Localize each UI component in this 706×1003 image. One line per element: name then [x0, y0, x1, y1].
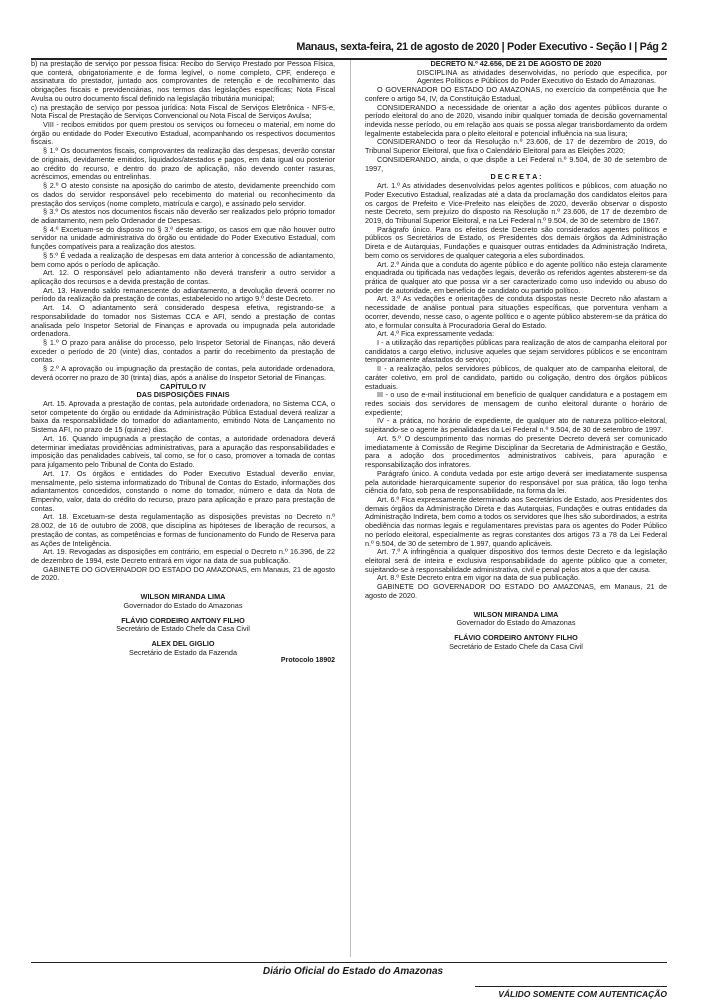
paragraph: § 4.º Excetuam-se do disposto no § 3.º deste artigo, os casos em que não houver outro servidor na unidade administrativa do órgão ou entidade do Poder Executivo Estadual, com funções compatíveis para a realização dos atestos. [31, 224, 335, 252]
decree-ementa: DISCIPLINA as atividades desenvolvidas, no período que especifica, por Agentes Políticos e Públicos do Poder Executivo do Estado do Amazonas. [417, 67, 667, 86]
paragraph: O GOVERNADOR DO ESTADO DO AMAZONAS, no exercício da competência que lhe confere o artigo 54, IV, da Constituição Estadual, [365, 85, 667, 103]
paragraph: § 1.º O prazo para análise do processo, pelo Inspetor Setorial de Finanças, não deverá exceder o período de 20 (vinte) dias, contados a partir do recebimento da prestação de contas. [31, 338, 335, 365]
signature-block [31, 617, 335, 634]
paragraph: Art. 16. Quando impugnada a prestação de contas, a autoridade ordenadora deverá determinar imediatas providências administrativas, para a apuração das responsabilidades e imposição das penalidades cabíveis, tal como, se for o caso, promover a tomada de contas para julgamento pelo Tribunal de Conta do Estado. [31, 433, 335, 470]
signer-name: WILSON MIRANDA LIMA [473, 609, 559, 619]
signer-role: Governador do Estado do Amazonas [456, 618, 576, 628]
paragraph: Art. 12. O responsável pelo adiantamento não deverá transferir a outro servidor a aplicação dos recursos e a devida prestação de contas. [31, 268, 335, 286]
auth-rule [475, 986, 667, 987]
closing-paragraph: GABINETE DO GOVERNADOR DO ESTADO DO AMAZONAS, em Manaus, 21 de agosto de 2020. [31, 564, 335, 583]
footer-rule [31, 962, 667, 963]
paragraph: Art. 3.º As vedações e orientações de conduta dispostas neste Decreto não afastam a necessidade de análise pontual para situações específicas, que porventura venham a ocorrer, devendo, nesse caso, o agente político e o agente público absterem-se da prática do ato, e formular consulta à Procuradoria Geral do Estado. [365, 294, 667, 330]
paragraph: Art. 4.º Fica expressamente vedada: [377, 329, 495, 339]
signer-role: Secretário de Estado da Fazenda [128, 647, 237, 657]
left-column [31, 60, 335, 666]
paragraph: IV - a prática, no horário de expediente, de qualquer ato de natureza político-eleitoral, sujeitando-se o agente às penalidades da Lei Federal n.º 9.504, de 30 de setembro de 1997. [365, 416, 667, 435]
paragraph: Parágrafo único. Para os efeitos deste Decreto são considerados agentes políticos e públicos os Secretários de Estado, os Presidentes dos demais órgãos da Administração Direta e de Autarquias, Fundações e quaisquer outras entidades da Administração Indireta, bem como os servidores de qualquer categoria a eles subordinados. [365, 224, 667, 260]
paragraph: Parágrafo único. A conduta vedada por este artigo deverá ser imediatamente suspensa pela autoridade hierarquicamente superior do responsável por sua prática, tão logo tenha ciência do fato, sob pena de responsabilidade, na forma da lei. [365, 468, 667, 496]
paragraph: § 1.º Os documentos fiscais, comprovantes da realização das despesas, deverão constar de originais, devidamente emitidos, liquidados/atestados e pagos, em data igual ou posterior ao crédito do recurso, e dentro do prazo de aplicação, não devendo conter rasuras, acréscimos, emendas ou entrelinhas. [31, 146, 335, 182]
paragraph: Art. 6.º Fica expressamente determinado aos Secretários de Estado, aos Presidentes dos demais órgãos da Administração Direta e das Autarquias, Fundações e outras entidades da Administração Indireta, bem como a todos os servidores que lhes são subordinados, a estrita obediência das normas legais e regulamentares previstas para os agentes do Poder Público no período eleitoral, especialmente as regras constantes dos artigos 73 a 78 da Lei Federal n.º 9.504, de 30 de setembro de 1.997, quando aplicáveis. [365, 494, 667, 548]
paragraph: Art. 13. Havendo saldo remanescente do adiantamento, a devolução deverá ocorrer no período da realização da prestação de contas, estabelecido no artigo 9.º deste Decreto. [31, 285, 335, 304]
column-divider [350, 60, 351, 957]
paragraph: III - o uso de e-mail institucional em benefício de qualquer candidatura e a postagem em redes sociais dos servidores de mensagem de cunho eleitoral durante o horário de expediente; [365, 390, 667, 417]
paragraph: § 3.º Os atestos nos documentos fiscais não deverão ser realizados pelo próprio tomador de adiantamento, nem pelo Ordenador de Despesas. [31, 207, 335, 225]
footer-title: Diário Oficial do Estado do Amazonas [262, 966, 444, 977]
paragraph: CONSIDERANDO a necessidade de orientar a ação dos agentes públicos durante o período eleitoral do ano de 2020, visando inibir qualquer tomada de decisão governamental indevida nesse período, ou em relação aos quais se possa alegar transbordamento da ordem legalmente estabelecida para o pleito eleitoral e potencial influência na sua lisura; [365, 102, 667, 138]
signer-name: ALEX DEL GIGLIO [151, 639, 215, 648]
signer-name: FLÁVIO CORDEIRO ANTONY FILHO [121, 615, 245, 625]
signer-role: Governador do Estado do Amazonas [123, 600, 243, 610]
signature-block [365, 611, 667, 628]
paragraph: Art. 17. Os órgãos e entidades do Poder Executivo Estadual deverão enviar, mensalmente, pelo sistema informatizado do Tribunal de Contas do Estado, informações dos adiantamentos concedidos, constando o nome do tomador, número e data da Nota de Empenho, valor, data do crédito do recurso, prazo para aplicação e prazo para prestação de contas. [31, 468, 335, 513]
paragraph: Art. 18. Excetuam-se desta regulamentação as disposições previstas no Decreto n.º 28.002, de 16 de outubro de 2008, que disciplina as hipóteses de liberação de recursos, a prestação de contas, as competências e formas de funcionamento do Fundo de Reserva para as Ações de Inteligência. [31, 512, 335, 548]
signer-role: Secretário de Estado Chefe da Casa Civil [116, 624, 250, 634]
paragraph: Art. 14. O adiantamento será considerado despesa efetiva, registrando-se a responsabilidade do tomador nos Sistemas CCA e AFI, sendo a prestação de contas analisada pelo Inspetor Setorial de Finanças e aprovada ou impugnada pela autoridade ordenadora. [31, 303, 335, 339]
signature-block [365, 634, 667, 651]
chapter-heading: CAPÍTULO IV [160, 381, 206, 391]
page-header: Manaus, sexta-feira, 21 de agosto de 2020 | Poder Executivo - Seção I | Pág 2 [296, 41, 667, 53]
paragraph: § 2.º A aprovação ou impugnação da prestação de contas, pela autoridade ordenadora, deverá ocorrer no prazo de 30 (trinta) dias, após a análise do Inspetor Setorial de Finanças. [31, 364, 335, 382]
signer-name: FLÁVIO CORDEIRO ANTONY FILHO [454, 633, 578, 642]
paragraph: b) na prestação de serviço por pessoa física: Recibo do Serviço Prestado por Pessoa Física, que conterá, obrigatoriamente e de forma legível, o nome completo, CPF, endereço e assinatura do prestador, juntado aos comprovantes de retenção e de recolhimento das obrigações fiscais e previdenciárias, nos termos das legislações específicas; Nota Fiscal Avulsa ou outro documento fiscal definido na legislação tributária municipal; [31, 59, 335, 103]
right-column [365, 60, 667, 651]
protocol-number: Protocolo 18902 [280, 657, 335, 665]
paragraph: II - a realização, pelos servidores públicos, de qualquer ato de campanha eleitoral, de caráter coletivo, em prol de candidato, partido ou coligação, dentro dos órgãos públicos estaduais. [365, 364, 667, 391]
paragraph: § 5.º É vedada a realização de despesas em data anterior à concessão de adiantamento, bem como após o período de aplicação. [31, 250, 335, 269]
paragraph: I - a utilização das repartições públicas para realização de atos de campanha eleitoral por candidatos a cargo eletivo, inclusive aqueles que sejam servidores públicos e se encontram temporariamente afastados do serviço; [365, 338, 667, 365]
paragraph: Art. 7.º A infringência a qualquer dispositivo dos termos deste Decreto e da legislação eleitoral será de inteira e exclusiva responsabilidade do agente público que a cometer, sujeitando-se à responsabilidade administrativa, civil e penal pelos atos a que der causa. [365, 547, 667, 574]
paragraph: Art. 15. Aprovada a prestação de contas, pela autoridade ordenadora, no Sistema CCA, o setor competente do órgão ou entidade da Administração Pública Estadual deverá realizar a baixa da responsabilidade do tomador do adiantamento, emitindo Nota de Lançamento no Sistema AFI, no prazo de 15 (quinze) dias. [31, 399, 335, 435]
chapter-title: DAS DISPOSIÇÕES FINAIS [136, 390, 230, 400]
closing-paragraph: GABINETE DO GOVERNADOR DO ESTADO DO AMAZONAS, em Manaus, 21 de agosto de 2020. [365, 582, 667, 600]
paragraph: Art. 2.º Ainda que a conduta do agente público e do agente político não esteja claramente enquadrada ou tipificada nas vedações legais, deverão os referidos agentes absterem-se da prática de qualquer ato que possa vir a ser caracterizado como uso indevido ou abuso do poder de autoridade, em benefício de candidato ou partido político. [365, 259, 667, 295]
paragraph: VIII - recibos emitidos por quem prestou os serviços ou forneceu o material, em nome do órgão ou entidade do Poder Executivo Estadual, acompanhando os respectivos documentos fiscais. [31, 120, 335, 147]
signature-block [31, 593, 335, 610]
paragraph: Art. 1.º As atividades desenvolvidas pelos agentes políticos e públicos, com atuação no Poder Executivo Estadual, realizadas até a data da proclamação dos candidatos eleitos para os cargos de Prefeito e Vice-Prefeito nas eleições de 2020, deverão observar o disposto neste Decreto, sem prejuízo do disposto na Resolução n.º 23.606, de 17 de dezembro de 2019, do Tribunal Superior Eleitoral, e na Lei Federal n.º 9.504, de 30 de setembro de 1967. [365, 181, 667, 225]
paragraph: c) na prestação de serviço por pessoa jurídica: Nota Fiscal de Serviços Eletrônica - NFS-e, Nota Fiscal de Prestação de Serviços Convencional ou Nota Fiscal de Serviços Avulsa; [31, 102, 335, 121]
signer-name: WILSON MIRANDA LIMA [140, 592, 226, 602]
paragraph: CONSIDERANDO o teor da Resolução n.º 23.606, de 17 de dezembro de 2019, do Tribunal Superior Eleitoral, que fixa o Calendário Eleitoral para as Eleições 2020; [365, 137, 667, 156]
paragraph: § 2.º O atesto consiste na aposição do carimbo de atesto, devidamente preenchido com os dados do servidor responsável pelo recebimento do material ou reconhecimento da prestação dos serviços (nome completo, matrícula e cargo), e assinado pelo servidor. [31, 181, 335, 208]
paragraph: Art. 8.º Este Decreto entra em vigor na data de sua publicação. [377, 573, 580, 583]
authentication-notice: VÁLIDO SOMENTE COM AUTENTICAÇÃO [498, 989, 667, 999]
paragraph: Art. 5.º O descumprimento das normas do presente Decreto deverá ser comunicado imediatamente à Comissão de Regime Disciplinar da Secretaria de Administração e Gestão, para a adoção dos procedimentos administrativos cabíveis, para apuração e responsabilização dos infratores. [365, 433, 667, 470]
signature-block [31, 640, 335, 657]
paragraph: CONSIDERANDO, ainda, o que dispõe a Lei Federal n.º 9.504, de 30 de setembro de 1997, [365, 154, 667, 173]
paragraph: Art. 19. Revogadas as disposições em contrário, em especial o Decreto n.º 16.396, de 22 de dezembro de 1994, este Decreto entrará em vigor na data de sua publicação. [31, 547, 335, 565]
decree-title: DECRETO N.º 42.656, DE 21 DE AGOSTO DE 2020 [430, 59, 602, 68]
decreta-heading: D E C R E T A : [490, 172, 542, 182]
signer-role: Secretário de Estado Chefe da Casa Civil [449, 641, 583, 651]
